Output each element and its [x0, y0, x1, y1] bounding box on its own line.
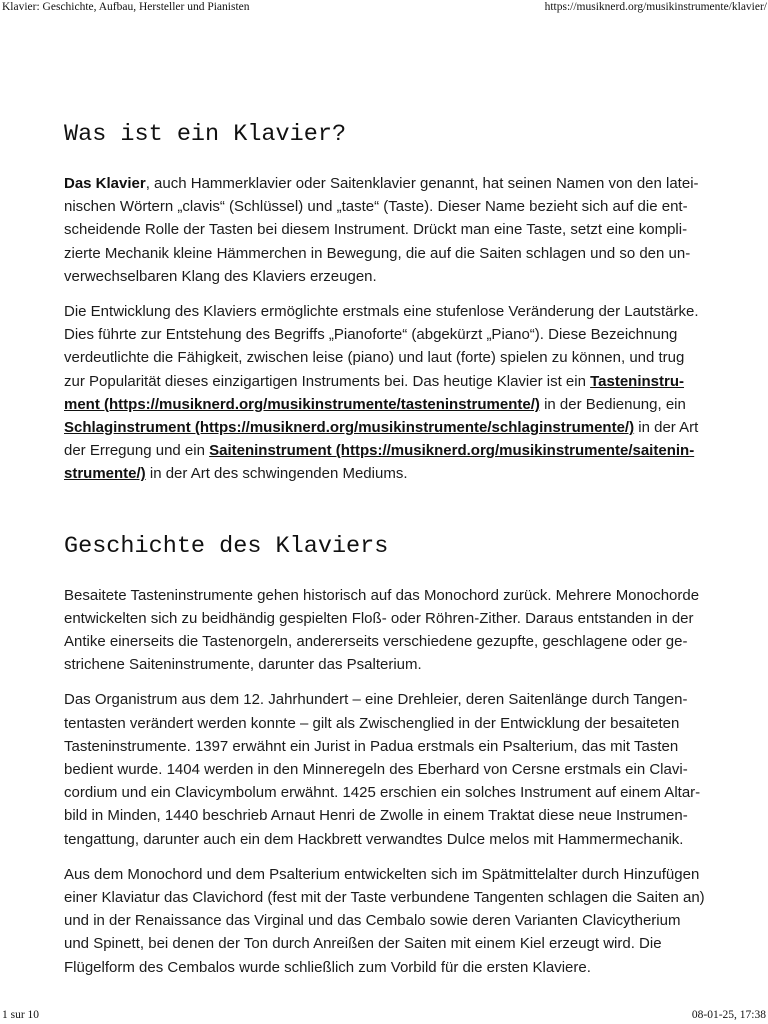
print-page-number: 1 sur 10 — [2, 1009, 40, 1021]
section-heading-was-ist-ein-klavier: Was ist ein Klavier? — [64, 121, 347, 148]
history-paragraph-2: Das Organistrum aus dem 12. Jahrhundert – eine Drehleier, deren Saitenlänge durch Tangententasten verändert werden konnte – gilt als Zwischenglied in der Entwicklung der besaiteten Tasteninstrumente. 1397 erwähnt ein Jurist in Padua erstmals ein Psalterium, das mit Tasten bedient wurde. 1404 werden in den Minneregeln des Eberhard von Cersne erstmals ein Clavicordium und ein Clavicymbolum erwähnt. 1425 erschien ein solches Instrument auf einem Altarbild in Minden, 1440 beschrieb Arnaut Henri de Zwolle in einem Traktat diese neue Instrumentengattung, darunter auch ein dem Hackbrett verwandtes Dulce melos mit Hammermechanik. — [64, 691, 701, 848]
article-content — [64, 120, 708, 991]
development-paragraph — [64, 300, 708, 486]
link-tasteninstrumente[interactable]: Tasteninstrument (https://musiknerd.org/musikinstrumente/tasteninstrumente/) — [64, 372, 685, 413]
print-timestamp: 08-01-25, 17:38 — [691, 1009, 766, 1021]
history-paragraph-1: Besaitete Tasteninstrumente gehen historisch auf das Monochord zurück. Mehrere Monochorde entwickelten sich zu beidhändig gespielten Floß- oder Röhren-Zither. Daraus entstanden in der Antike einerseits die Tastenorgeln, andererseits verschiedene gezupfte, geschlagene oder gestrichene Saiteninstrumente, darunter das Psalterium. — [64, 586, 700, 674]
development-text-2: in der Bedienung, ein — [539, 395, 686, 413]
intro-paragraph — [64, 172, 708, 288]
link-schlaginstrumente[interactable]: Schlaginstrument (https://musiknerd.org/musikinstrumente/schlaginstrumente/) — [64, 419, 635, 437]
development-text-3: in der Art der Erregung und ein — [64, 419, 699, 460]
print-url: https://musiknerd.org/musikinstrumente/klavier/ — [544, 1, 767, 13]
development-text-4: in der Art des schwingenden Mediums. — [145, 465, 408, 483]
history-paragraph-3: Aus dem Monochord und dem Psalterium entwickelten sich im Spätmittelalter durch Hinzufügen einer Klaviatur das Clavichord (fest mit der Taste verbundene Tangenten schlagen die Saiten an) und in der Renaissance das Virginal und das Cembalo sowie deren Varianten Clavicytherium und Spinett, bei denen der Ton durch Anreißen der Saiten mit einem Kiel erzeugt wird. Die Flügelform des Cembalos wurde schließlich zum Vorbild für die ersten Klaviere. — [64, 865, 705, 976]
print-footer — [0, 1009, 768, 1021]
intro-bold-term: Das Klavier — [64, 175, 146, 192]
intro-text: , auch Hammerklavier oder Saitenklavier genannt, hat seinen Namen von den lateinischen Wörtern „clavis“ (Schlüssel) und „taste“ (Taste). Dieser Name bezieht sich auf die entscheidende Rolle der Tasten bei diesem Instrument. Drückt man eine Taste, setzt eine komplizierte Mechanik kleine Hämmerchen in Bewegung, die auf die Saiten schlagen und so den unverwechselbaren Klang des Klaviers erzeugen. — [64, 175, 699, 285]
section-heading-geschichte: Geschichte des Klaviers — [64, 532, 389, 560]
print-header — [0, 1, 768, 13]
print-page-title: Klavier: Geschichte, Aufbau, Hersteller und Pianisten — [2, 1, 250, 13]
link-saiteninstrumente[interactable]: Saiteninstrument (https://musiknerd.org/musikinstrumente/saiteninstrumente/) — [64, 442, 695, 483]
development-text-1: Die Entwicklung des Klaviers ermöglichte erstmals eine stufenlose Veränderung der Lautstärke. Dies führte zur Entstehung des Begriffs „Pianoforte“ (abgekürzt „Piano“). Diese Bezeichnung verdeutlichte die Fähigkeit, zwischen leise (piano) und laut (forte) spielen zu können, und trug zur Popularität dieses einzigartigen Instruments bei. Das heutige Klavier ist ein — [64, 303, 699, 390]
